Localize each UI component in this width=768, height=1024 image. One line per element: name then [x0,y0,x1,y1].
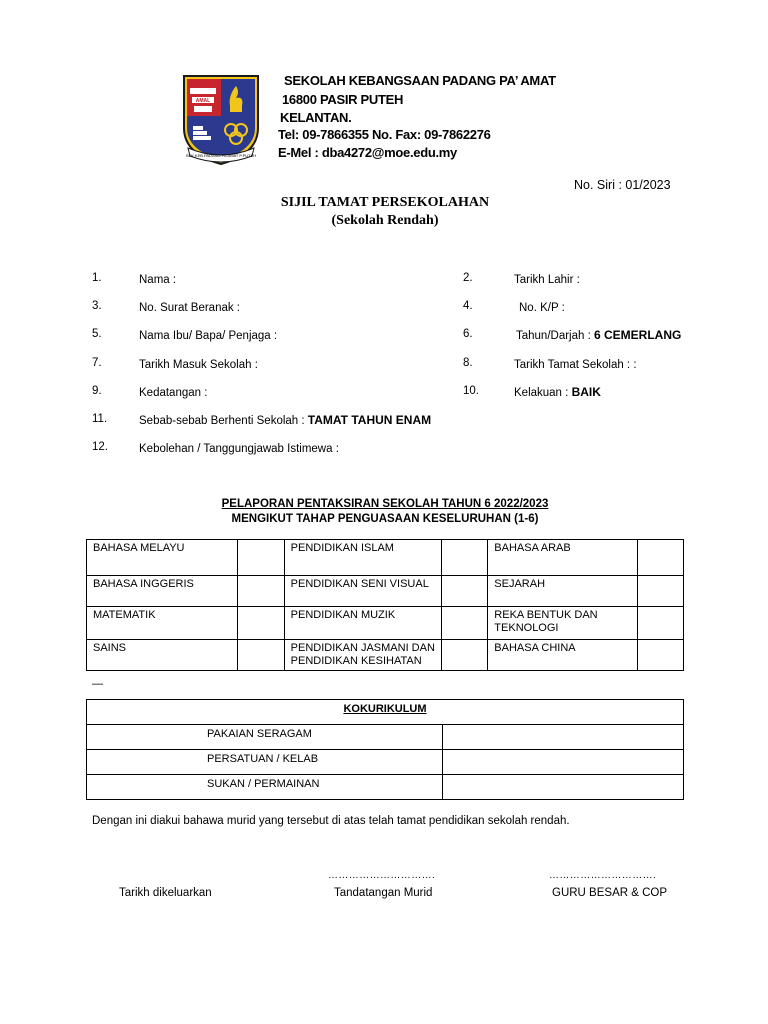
field-date-left: Tarikh Tamat Sekolah : : [514,359,637,371]
grade-cell[interactable] [442,607,488,640]
subject-cell: PENDIDIKAN MUZIK [284,607,442,640]
grade-cell[interactable] [237,607,284,640]
declaration-text: Dengan ini diakui bahawa murid yang tersebut di atas telah tamat pendidikan sekolah rendah. [92,815,570,827]
headmaster-signature-line: …………………………. [549,870,657,881]
field-number: 12. [92,441,108,453]
field-reason-leaving: Sebab-sebab Berhenti Sekolah : TAMAT TAHUN ENAM [139,413,432,427]
field-attendance: Kedatangan : [139,387,208,399]
field-number: 3. [92,300,102,312]
kokurikulum-value[interactable] [442,750,683,775]
school-postcode-city: 16800 PASIR PUTEH [282,92,404,107]
subject-cell: SEJARAH [488,576,638,607]
subject-cell: PENDIDIKAN JASMANI DAN PENDIDIKAN KESIHATAN [284,640,442,671]
kokurikulum-item-sport: SUKAN / PERMAINAN [87,775,443,800]
field-parent-name: Nama Ibu/ Bapa/ Penjaga : [139,330,278,342]
field-number: 5. [92,328,102,340]
field-number: 10. [463,385,479,397]
grade-cell[interactable] [442,540,488,576]
school-tel-fax: Tel: 09-7866355 No. Fax: 09-7862276 [278,127,491,142]
grade-cell[interactable] [237,540,284,576]
kokurikulum-value[interactable] [442,725,683,750]
kokurikulum-item-uniform: PAKAIAN SERAGAM [87,725,443,750]
report-subtitle: MENGIKUT TAHAP PENGUASAAN KESELURUHAN (1-6) [231,513,539,525]
table-row [87,640,684,671]
student-signature-line: …………………………. [328,870,436,881]
field-number: 6. [463,328,473,340]
table-row [87,576,684,607]
student-signature-label: Tandatangan Murid [334,887,433,899]
grade-cell[interactable] [237,640,284,671]
crest-motto: AMAL [195,98,211,104]
field-date-of-birth: Tarikh Lahir : [514,274,580,286]
school-state: KELANTAN. [280,110,352,125]
subject-cell: REKA BENTUK DAN TEKNOLOGI [488,607,638,640]
grade-cell[interactable] [638,607,684,640]
table-row [87,775,684,800]
field-number: 9. [92,385,102,397]
field-number: 11. [92,413,108,425]
subject-cell: PENDIDIKAN SENI VISUAL [284,576,442,607]
grade-cell[interactable] [638,576,684,607]
field-number: 1. [92,272,102,284]
field-year-class: Tahun/Darjah : 6 CEMERLANG [516,328,682,342]
field-name: Nama : [139,274,177,286]
field-number: 7. [92,357,102,369]
field-conduct: Kelakuan : BAIK [514,385,601,399]
kokurikulum-item-club: PERSATUAN / KELAB [87,750,443,775]
subject-cell: MATEMATIK [87,607,238,640]
separator-dash: — [92,678,103,690]
field-number: 2. [463,272,473,284]
kokurikulum-heading: KOKURIKULUM [87,700,684,725]
grade-cell[interactable] [442,576,488,607]
field-number: 4. [463,300,473,312]
field-number: 8. [463,357,473,369]
field-special-abilities: Kebolehan / Tanggungjawab Istimewa : [139,443,339,455]
crest-banner: SEK.KEB.PADANG PA'AMAT P.PUTEH [185,153,257,158]
kokurikulum-value[interactable] [442,775,683,800]
date-issued-label: Tarikh dikeluarkan [119,887,212,899]
table-row [87,725,684,750]
school-email: E-Mel : dba4272@moe.edu.my [278,145,457,160]
headmaster-label: GURU BESAR & COP [552,887,668,899]
serial-number: No. Siri : 01/2023 [574,178,671,192]
kokurikulum-table [86,699,684,800]
subject-cell: BAHASA CHINA [488,640,638,671]
subject-cell: SAINS [87,640,238,671]
subject-cell: PENDIDIKAN ISLAM [284,540,442,576]
subject-cell: BAHASA MELAYU [87,540,238,576]
table-row [87,607,684,640]
school-name: SEKOLAH KEBANGSAAN PADANG PA’ AMAT [284,73,556,88]
subject-cell: BAHASA INGGERIS [87,576,238,607]
report-title: PELAPORAN PENTAKSIRAN SEKOLAH TAHUN 6 2022/2023 [221,498,549,510]
grade-cell[interactable] [237,576,284,607]
field-ic-no: No. K/P : [519,302,565,314]
subjects-table [86,539,684,671]
field-date-entered: Tarikh Masuk Sekolah : [139,359,258,371]
school-crest-logo [176,70,266,166]
subject-cell: BAHASA ARAB [488,540,638,576]
field-birth-certificate-no: No. Surat Beranak : [139,302,240,314]
table-row [87,750,684,775]
certificate-title: SIJIL TAMAT PERSEKOLAHAN [280,195,490,210]
grade-cell[interactable] [638,640,684,671]
certificate-subtitle: (Sekolah Rendah) [331,213,439,228]
grade-cell[interactable] [638,540,684,576]
grade-cell[interactable] [442,640,488,671]
table-row [87,540,684,576]
table-row [87,700,684,725]
